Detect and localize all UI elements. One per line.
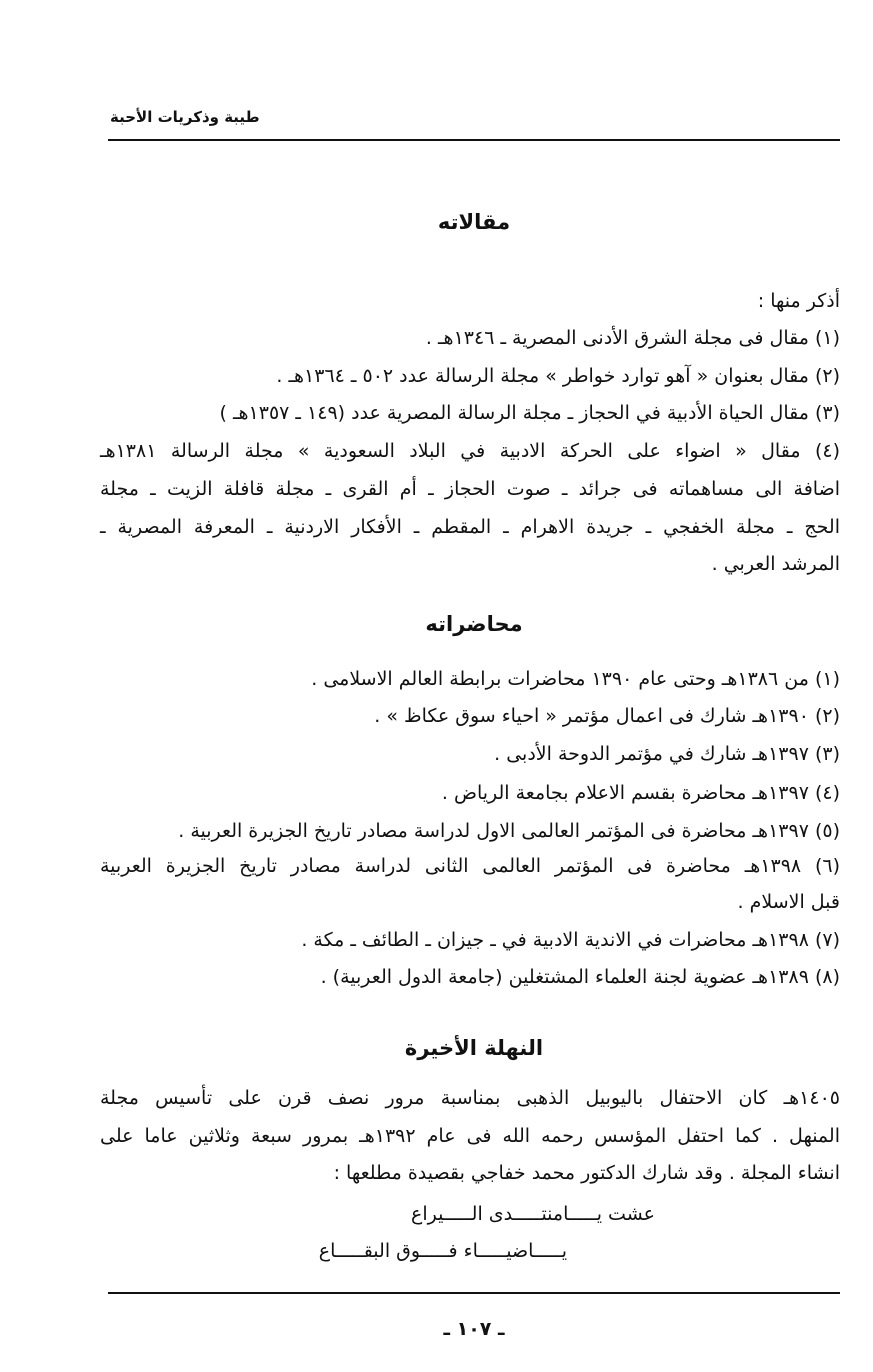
final-paragraph-line: المنهل . كما احتفل المؤسس رحمه الله فى عام ١٣٩٢هـ بمرور سبعة وثلاثين عاما على [100,1125,840,1147]
lecture-line: (١) من ١٣٨٦هـ وحتى عام ١٣٩٠ محاضرات برابطة العالم الاسلامى . [311,668,840,690]
article-line: الحج ـ مجلة الخفجي ـ جريدة الاهرام ـ المقطم ـ الأفكار الاردنية ـ المعرفة المصرية ـ [100,516,840,538]
section-heading-articles: مقالاته [437,210,511,234]
header-rule [108,139,840,141]
article-line: (٤) مقال « اضواء على الحركة الادبية في البلاد السعودية » مجلة الرسالة ١٣٨١هـ [100,440,840,462]
lecture-line: (٥) ١٣٩٧هـ محاضرة فى المؤتمر العالمى الاول لدراسة مصادر تاريخ الجزيرة العربية . [178,820,840,842]
final-paragraph-line: ١٤٠٥هـ كان الاحتفال باليوبيل الذهبى بمناسبة مرور نصف قرن على تأسيس مجلة [100,1087,840,1109]
lecture-line: قبل الاسلام . [737,891,840,913]
footer-rule [108,1292,840,1294]
lecture-line: (٨) ١٣٨٩هـ عضوية لجنة العلماء المشتغلين (جامعة الدول العربية) . [320,966,840,988]
lecture-line: (٧) ١٣٩٨هـ محاضرات في الاندية الادبية في ـ جيزان ـ الطائف ـ مكة . [301,929,840,951]
lecture-line: (٦) ١٣٩٨هـ محاضرة فى المؤتمر العالمى الثانى لدراسة مصادر تاريخ الجزيرة العربية [100,855,840,877]
running-title: طيبة وذكريات الأحبة [110,108,260,126]
final-paragraph-line: انشاء المجلة . وقد شارك الدكتور محمد خفاجي بقصيدة مطلعها : [333,1162,840,1184]
articles-intro: أذكر منها : [757,290,840,312]
lecture-line: (٤) ١٣٩٧هـ محاضرة بقسم الاعلام بجامعة الرياض . [441,782,840,804]
article-line: (١) مقال فى مجلة الشرق الأدنى المصرية ـ ١٣٤٦هـ . [425,327,840,349]
running-header [110,108,822,126]
poem-verse: يـــــاضيـــــاء فـــــوق البقـــــاع [318,1240,567,1262]
section-heading-final: النهلة الأخيرة [404,1036,544,1060]
article-line: (٣) مقال الحياة الأدبية في الحجاز ـ مجلة الرسالة المصرية عدد (١٤٩ ـ ١٣٥٧هـ ) [219,402,840,424]
lecture-line: (٢) ١٣٩٠هـ شارك فى اعمال مؤتمر « احياء سوق عكاظ » . [374,705,840,727]
article-line: (٢) مقال بعنوان « آهو توارد خواطر » مجلة الرسالة عدد ٥٠٢ ـ ١٣٦٤هـ . [276,365,840,387]
poem-verse: عشت يـــــامنتـــــدى الـــــيراع [411,1203,655,1225]
lecture-line: (٣) ١٣٩٧هـ شارك في مؤتمر الدوحة الأدبى . [494,743,840,765]
article-line: المرشد العربي . [711,553,840,575]
section-heading-lectures: محاضراته [425,612,523,636]
page-number: ـ ١٠٧ ـ [443,1318,505,1340]
article-line: اضافة الى مساهماته فى جرائد ـ صوت الحجاز ـ أم القرى ـ مجلة قافلة الزيت ـ مجلة [100,478,840,500]
